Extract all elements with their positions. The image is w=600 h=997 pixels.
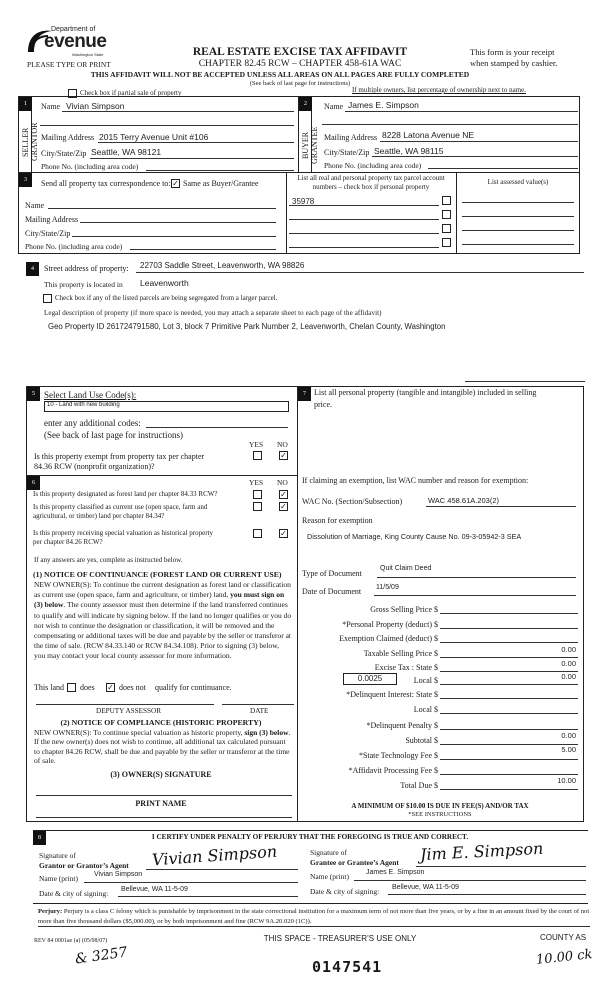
personal-property-label-2: price.: [314, 400, 332, 409]
assessed-line: [462, 244, 574, 245]
continuance-title: (1) NOTICE OF CONTINUANCE (FOREST LAND OR CURRENT USE): [33, 570, 282, 579]
located-in-label: This property is located in: [44, 280, 123, 289]
no-header: NO: [277, 440, 288, 449]
dollar-sign: $: [434, 751, 438, 760]
receipt-stamp-number: 0147541: [312, 958, 383, 976]
land-use-label: Select Land Use Code(s):: [44, 390, 137, 400]
partial-sale-label: Check box if partial sale of property: [80, 89, 182, 97]
excise-state-field[interactable]: 0.00: [561, 659, 576, 668]
seller-mailing-line: [98, 142, 294, 143]
grantor-sig-label-2: Grantor or Grantor’s Agent: [39, 861, 129, 870]
buyer-mailing-line: [380, 141, 578, 142]
tax-row-label: Local: [413, 676, 432, 685]
exemption-label: If claiming an exemption, list WAC number and reason for exemption:: [302, 476, 529, 485]
section-3-badge: 3: [19, 173, 32, 187]
grantor-signature-line: [146, 869, 298, 870]
owner-signature-title: (3) OWNER(S) SIGNATURE: [110, 770, 212, 779]
divider: [38, 926, 590, 927]
buyer-city-label: City/State/Zip: [324, 148, 370, 157]
dollar-sign: $: [434, 736, 438, 745]
tax-row-line: [440, 759, 578, 760]
yes-header: YES: [249, 440, 264, 449]
print-name-line: [36, 817, 292, 818]
buyer-mailing-field[interactable]: 8228 Latona Avenue NE: [382, 130, 475, 140]
seller-name-line: [62, 111, 294, 112]
deputy-assessor-line: [36, 704, 214, 705]
logo-top-text: Department of: [51, 26, 96, 33]
grantee-sig-label: Signature of: [310, 848, 347, 857]
assessed-line: [462, 202, 574, 203]
corr-name-line: [48, 208, 276, 209]
form-subtitle: CHAPTER 82.45 RCW – CHAPTER 458-61A WAC: [198, 59, 402, 69]
tax-row-label: Excise Tax : State: [374, 663, 432, 672]
assessor-date-line: [222, 704, 294, 705]
seller-city-field[interactable]: Seattle, WA 98121: [91, 147, 162, 157]
dollar-sign: $: [434, 766, 438, 775]
grantor-sig-label: Signature of: [39, 851, 76, 860]
tax-row-line: [440, 684, 578, 685]
corr-name-label: Name: [25, 201, 45, 210]
divider: [18, 172, 580, 173]
dollar-sign: $: [434, 634, 438, 643]
reason-field[interactable]: Dissolution of Marriage, King County Cause No. 09-3-05942-3 SEA: [307, 532, 522, 541]
doc-date-field[interactable]: 11/5/09: [376, 584, 399, 591]
buyer-city-line: [372, 156, 578, 157]
parcels-header-2: numbers – check box if personal property: [312, 183, 430, 191]
exempt-no-checkbox[interactable]: ✓: [280, 451, 287, 460]
grantor-name-line: [84, 882, 298, 883]
if-yes-instruction: If any answers are yes, complete as instructed below.: [34, 556, 183, 564]
seller-name-line-2: [40, 125, 294, 126]
section-8-badge: 8: [33, 831, 46, 845]
land-use-selected-value: 10 - Land with new building: [47, 402, 120, 408]
tax-row-label: Gross Selling Price: [370, 605, 432, 614]
tax-row-line: [440, 628, 578, 629]
same-as-buyer-label: Same as Buyer/Grantee: [183, 179, 259, 188]
corr-phone-label: Phone No. (including area code): [25, 242, 123, 251]
tax-row-line: [440, 642, 578, 643]
tax-row-label: *Delinquent Interest: State: [346, 690, 432, 699]
perjury-certification: I CERTIFY UNDER PENALTY OF PERJURY THAT THE FOREGOING IS TRUE AND CORRECT.: [151, 833, 469, 841]
legal-description-field[interactable]: Geo Property ID 261724791580, Lot 3, block 7 Primitive Park Number 2, Leavenworth, Chelan County, Washington: [48, 322, 446, 331]
doc-type-field[interactable]: Quit Claim Deed: [380, 565, 432, 572]
segregated-label: Check box if any of the listed parcels are being segregated from a larger parcel.: [55, 294, 278, 302]
grantee-signature[interactable]: Jim E. Simpson: [419, 838, 544, 865]
section-2-badge: 2: [299, 97, 312, 111]
historic-yes-checkbox[interactable]: [253, 529, 262, 538]
parcel-line: [289, 205, 439, 206]
section-5-badge: 5: [27, 387, 40, 401]
tax-row-label: *Affidavit Processing Fee: [348, 766, 432, 775]
dor-logo: [24, 24, 107, 58]
dollar-sign: $: [434, 649, 438, 658]
dollar-sign: $: [434, 605, 438, 614]
historic-question: Is this property receiving special valuation as historical property: [33, 529, 214, 537]
divider: [297, 386, 298, 822]
additional-codes-line: [146, 427, 288, 428]
grantor-name-field[interactable]: Vivian Simpson: [94, 871, 143, 878]
seller-mailing-label: Mailing Address: [41, 133, 95, 142]
continuance-does-checkbox[interactable]: [67, 683, 76, 692]
section-7-badge: 7: [298, 387, 311, 401]
same-as-buyer-checkbox[interactable]: ✓: [172, 179, 179, 188]
this-land-label: This land: [34, 683, 64, 692]
doc-date-line: [374, 595, 576, 596]
corr-city-label: City/State/Zip: [25, 229, 71, 238]
personal-property-checkbox[interactable]: [442, 224, 451, 233]
street-address-line: [136, 272, 584, 273]
total-due-field[interactable]: 10.00: [557, 776, 576, 785]
grantor-name-label: Name (print): [39, 874, 78, 883]
receipt-note-2: when stamped by cashier.: [470, 58, 558, 68]
grantor-signature[interactable]: Vivian Simpson: [151, 841, 278, 870]
exempt-yes-checkbox[interactable]: [253, 451, 262, 460]
divider: [465, 381, 585, 382]
print-name-label: PRINT NAME: [135, 799, 187, 808]
divider: [33, 903, 588, 904]
dollar-sign: $: [434, 781, 438, 790]
doc-date-label: Date of Document: [302, 587, 362, 596]
see-instructions-note: *SEE INSTRUCTIONS: [408, 811, 472, 818]
no-header: NO: [277, 478, 288, 487]
grantee-name-line: [354, 880, 586, 881]
street-address-label: Street address of property:: [44, 264, 129, 273]
personal-property-checkbox[interactable]: [442, 196, 451, 205]
tax-row-label: Local: [413, 705, 432, 714]
grantee-name-field[interactable]: James E. Simpson: [366, 869, 425, 876]
grantee-date-field[interactable]: Bellevue, WA 11-5-09: [392, 884, 459, 891]
buyer-side-label: BUYER GRANTEE: [301, 126, 319, 164]
seller-phone-label: Phone No. (including area code): [41, 162, 139, 171]
seller-name-label: Name: [41, 102, 61, 111]
tax-row-line: [440, 713, 578, 714]
instructions-note: (See back of last page for instructions): [249, 80, 351, 87]
corr-mailing-label: Mailing Address: [25, 215, 79, 224]
qualify-label: qualify for continuance.: [155, 683, 232, 692]
current-use-yes-checkbox[interactable]: [253, 502, 262, 511]
seller-city-label: City/State/Zip: [41, 149, 87, 158]
assessed-header: List assessed value(s): [487, 178, 549, 186]
land-use-instructions: (See back of last page for instructions): [44, 430, 183, 440]
minimum-due-note: A MINIMUM OF $10.00 IS DUE IN FEE(S) AND/OR TAX: [351, 802, 529, 810]
tax-row-line: [440, 774, 578, 775]
located-in-field[interactable]: Leavenworth: [140, 278, 189, 288]
personal-property-label: List all personal property (tangible and intangible) included in selling: [314, 388, 537, 397]
personal-property-checkbox[interactable]: [442, 210, 451, 219]
current-use-no-checkbox[interactable]: ✓: [280, 502, 287, 511]
parcel-line: [289, 219, 439, 220]
tax-row-label: Subtotal: [405, 736, 432, 745]
wac-field[interactable]: WAC 458.61A.203(2): [428, 496, 500, 505]
buyer-name-line: [345, 111, 578, 112]
forest-yes-checkbox[interactable]: [253, 490, 262, 499]
buyer-name-field[interactable]: James E. Simpson: [348, 100, 419, 110]
exempt-question: Is this property exempt from property tax per chapter: [34, 452, 205, 461]
receipt-note: This form is your receipt: [470, 47, 555, 57]
tax-row-label: *Delinquent Penalty: [366, 721, 432, 730]
segregated-checkbox[interactable]: [43, 294, 52, 303]
tax-row-line: [440, 789, 578, 790]
buyer-name-label: Name: [324, 102, 344, 111]
reason-label: Reason for exemption: [302, 516, 373, 525]
continuance-does-not-checkbox[interactable]: ✓: [107, 683, 114, 692]
street-address-field[interactable]: 22703 Saddle Street, Leavenworth, WA 98826: [140, 261, 305, 270]
assessed-line: [462, 230, 574, 231]
compliance-text: NEW OWNER(S): To continue special valuation as historic property, sign (3) below. If the new owner(s) does not wish to continue, all additional tax calculated pursuant to chapter 84.26 RCW, shall be due and payable by the seller or transferor at the time of sale.: [34, 728, 291, 765]
grantor-date-line: [118, 896, 298, 897]
assessor-date-label: DATE: [250, 707, 269, 715]
grantee-name-label: Name (print): [310, 872, 349, 881]
grantor-date-label: Date & city of signing:: [39, 889, 109, 898]
tax-row-label: *Personal Property (deduct): [342, 620, 432, 629]
does-label: does: [80, 683, 95, 692]
grantor-date-field[interactable]: Bellevue, WA 11-5-09: [121, 886, 188, 893]
divider: [33, 830, 588, 831]
buyer-phone-label: Phone No. (including area code): [324, 161, 422, 170]
dollar-sign: $: [434, 663, 438, 672]
grantee-sig-label-2: Grantee or Grantee’s Agent: [310, 858, 399, 867]
county-assessor-label: COUNTY AS: [540, 933, 587, 942]
yes-header: YES: [249, 478, 264, 487]
logo-main-text: evenue: [44, 31, 107, 52]
grantee-date-line: [388, 894, 586, 895]
personal-property-checkbox[interactable]: [442, 238, 451, 247]
divider: [26, 475, 297, 476]
dollar-sign: $: [434, 705, 438, 714]
handwritten-note: & 3257: [74, 944, 129, 968]
tax-row-line: [440, 698, 578, 699]
wac-label: WAC No. (Section/Subsection): [302, 497, 403, 506]
tax-row-label: Exemption Claimed (deduct): [339, 634, 432, 643]
subtotal-field[interactable]: 0.00: [561, 731, 576, 740]
section-4-badge: 4: [26, 262, 39, 276]
owner-signature-line: [36, 795, 292, 796]
seller-side-label: SELLER GRANTOR: [21, 122, 39, 162]
local-rate-value: 0.0025: [357, 674, 383, 683]
please-print-label: PLEASE TYPE OR PRINT: [27, 60, 111, 69]
dollar-sign: $: [434, 620, 438, 629]
logo-sub-text: Washington State: [72, 52, 104, 57]
legal-description-label: Legal description of property (if more space is needed, you may attach a separate sheet to each page of the affidavit): [44, 309, 382, 317]
seller-phone-line: [146, 170, 294, 171]
tax-row-line: [440, 657, 578, 658]
continuance-text: NEW OWNER(S): To continue the current designation as forest land or classification as current use (open space, farm and agriculture, or timber) land, you must sign on (3) below. The county assessor must then determine if the land transferred continues to qualify and will indicate by signing below. If the land no longer qualifies or you do not wish to continue the designation or classification, it will be removed and the compensating or additional taxes will be due and payable by the seller or transferor at the time of sale. (RCW 84.33.140 or RCW 84.34.108). Prior to signing (3) below, you may contact your local county assessor for more information.: [34, 580, 292, 661]
assessed-line: [462, 216, 574, 217]
grantee-signature-line: [416, 866, 586, 867]
form-title: REAL ESTATE EXCISE TAX AFFIDAVIT: [192, 46, 408, 58]
buyer-city-field[interactable]: Seattle, WA 98115: [374, 146, 444, 156]
dollar-sign: $: [434, 721, 438, 730]
does-not-label: does not: [119, 683, 146, 692]
doc-type-label: Type of Document: [302, 569, 362, 578]
correspondence-label: Send all property tax correspondence to:: [41, 179, 171, 188]
tax-row-line: [440, 729, 578, 730]
revision-label: REV 84 0001ae (a) (05/08/07): [34, 938, 108, 944]
multiple-owners-note: If multiple owners, list percentage of ownership next to name.: [352, 86, 526, 94]
seller-name-field[interactable]: Vivian Simpson: [66, 101, 125, 111]
parcel-number-field[interactable]: 35978: [292, 197, 315, 206]
compliance-title: (2) NOTICE OF COMPLIANCE (HISTORIC PROPERTY): [60, 718, 262, 727]
tax-row-label: Taxable Selling Price: [363, 649, 432, 658]
doc-type-line: [377, 577, 576, 578]
taxable-selling-price-field[interactable]: 0.00: [561, 645, 576, 654]
exempt-question-2: 84.36 RCW (nonprofit organization)?: [34, 462, 155, 471]
tax-row-label: Total Due: [400, 781, 432, 790]
parcels-header: List all real and personal property tax parcel account: [297, 174, 445, 182]
completion-warning: THIS AFFIDAVIT WILL NOT BE ACCEPTED UNLESS ALL AREAS ON ALL PAGES ARE FULLY COMPLETED: [90, 70, 470, 79]
excise-local-field[interactable]: 0.00: [561, 672, 576, 681]
deputy-assessor-label: DEPUTY ASSESSOR: [96, 707, 162, 715]
seller-mailing-field[interactable]: 2015 Terry Avenue Unit #106: [99, 132, 209, 142]
parcel-line: [289, 247, 439, 248]
current-use-question: Is this property classified as current use (open space, farm and: [33, 503, 208, 511]
current-use-question-2: agricultural, or timber) land per chapter 84.34?: [33, 512, 165, 520]
parcel-line: [289, 233, 439, 234]
tax-row-label: *State Technology Fee: [358, 751, 432, 760]
additional-codes-label: enter any additional codes:: [44, 418, 141, 428]
dollar-sign: $: [434, 690, 438, 699]
historic-question-2: per chapter 84.26 RCW?: [33, 538, 103, 546]
perjury-notice: Perjury: Perjury is a class C felony which is punishable by imprisonment in the state correctional institution for a maximum term of not more than five years, or by a fine in an amount fixed by the court of not more than five thousand dollars ($5,000.00), or by both imprisonment and fine (RCW 9A.20.020 (1C)).: [38, 908, 590, 925]
buyer-phone-line: [428, 168, 578, 169]
seller-city-line: [90, 158, 294, 159]
state-technology-fee-field[interactable]: 5.00: [561, 745, 576, 754]
dollar-sign: $: [434, 676, 438, 685]
treasurer-use-label: THIS SPACE - TREASURER’S USE ONLY: [263, 934, 417, 943]
corr-city-line: [72, 236, 276, 237]
corr-mailing-line: [80, 222, 276, 223]
grantee-date-label: Date & city of signing:: [310, 887, 380, 896]
section-1-badge: 1: [19, 97, 32, 111]
section-6-badge: 6: [27, 476, 40, 490]
tax-row-line: [440, 613, 578, 614]
forest-no-checkbox[interactable]: ✓: [280, 490, 287, 499]
buyer-mailing-label: Mailing Address: [324, 133, 378, 142]
wac-line: [426, 506, 576, 507]
forest-land-question: Is this property designated as forest land per chapter 84.33 RCW?: [33, 490, 218, 498]
corr-phone-line: [130, 249, 276, 250]
paid-note: 10.00 ck: [535, 947, 594, 968]
buyer-name-line-2: [322, 124, 578, 125]
historic-no-checkbox[interactable]: ✓: [280, 529, 287, 538]
